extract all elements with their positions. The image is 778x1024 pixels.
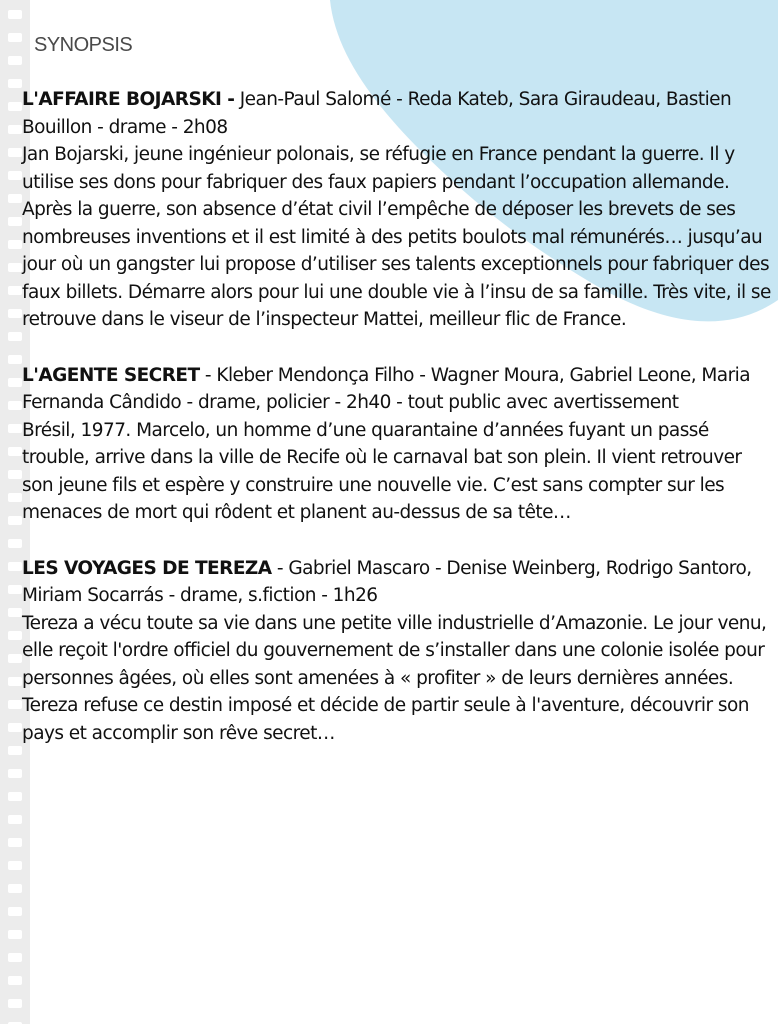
film-hole (8, 792, 22, 801)
film-hole (8, 930, 22, 939)
film-entry (22, 362, 774, 527)
film-hole (8, 56, 22, 65)
film-hole (8, 562, 22, 571)
film-hole (8, 838, 22, 847)
film-hole (8, 309, 22, 318)
film-entry (22, 555, 774, 748)
film-synopsis: Tereza a vécu toute sa vie dans une petite ville industrielle d’Amazonie. Le jour venu, elle reçoit l'ordre officiel du gouvernement de s’installer dans une colonie isolée pour personnes âgées, où elles sont amenées à « profiter » de leurs dernières années. Tereza refuse ce destin imposé et décide de partir seule à l'aventure, découvrir son pays et accomplir son rêve secret… (22, 612, 767, 744)
film-hole (8, 286, 22, 295)
film-hole (8, 332, 22, 341)
page-title: SYNOPSIS (34, 34, 133, 56)
film-hole (8, 102, 22, 111)
film-hole (8, 654, 22, 663)
film-hole (8, 815, 22, 824)
film-title: LES VOYAGES DE TEREZA (22, 557, 272, 579)
film-hole (8, 447, 22, 456)
film-hole (8, 355, 22, 364)
film-hole (8, 516, 22, 525)
film-hole (8, 424, 22, 433)
film-hole (8, 470, 22, 479)
film-credits: - Kleber Mendonça Filho - Wagner Moura, Gabriel Leone, Maria Fernanda Cândido - drame, policier - 2h40 - tout public avec avertissement (22, 364, 751, 413)
film-hole (8, 861, 22, 870)
film-hole (8, 125, 22, 134)
film-hole (8, 240, 22, 249)
synopsis-list (22, 86, 774, 775)
film-hole (8, 171, 22, 180)
film-title: L'AGENTE SECRET (22, 364, 200, 386)
film-credits: Jean-Paul Salomé - Reda Kateb, Sara Giraudeau, Bastien Bouillon - drame - 2h08 (22, 89, 732, 138)
film-synopsis: Brésil, 1977. Marcelo, un homme d’une quarantaine d’années fuyant un passé trouble, arrive dans la ville de Recife où le carnaval bat son plein. Il vient retrouver son jeune fils et espère y construire une nouvelle vie. C’est sans compter sur les menaces de mort qui rôdent et planent au-dessus de sa tête… (22, 419, 742, 523)
film-hole (8, 907, 22, 916)
film-hole (8, 401, 22, 410)
film-hole (8, 976, 22, 985)
film-hole (8, 700, 22, 709)
film-hole (8, 677, 22, 686)
film-hole (8, 953, 22, 962)
film-hole (8, 769, 22, 778)
film-hole (8, 217, 22, 226)
film-header (22, 555, 774, 610)
film-hole (8, 148, 22, 157)
film-header (22, 86, 774, 141)
film-hole (8, 493, 22, 502)
film-hole (8, 631, 22, 640)
film-hole (8, 608, 22, 617)
film-hole (8, 999, 22, 1008)
film-entry (22, 86, 774, 334)
film-title: L'AFFAIRE BOJARSKI - (22, 89, 235, 110)
film-hole (8, 10, 22, 19)
film-hole (8, 585, 22, 594)
film-synopsis: Jan Bojarski, jeune ingénieur polonais, se réfugie en France pendant la guerre. Il y utilise ses dons pour fabriquer des faux papiers pendant l’occupation allemande. Après la guerre, son absence d’état civil l’empêche de déposer les brevets de ses nombreuses inventions et il est limité à des petits boulots mal rémunérés… jusqu’au jour où un gangster lui propose d’utiliser ses talents exceptionnels pour fabriquer des faux billets. Démarre alors pour lui une double vie à l’insu de sa famille. Très vite, il se retrouve dans le viseur de l’inspecteur Mattei, meilleur flic de France. (22, 144, 771, 330)
film-hole (8, 884, 22, 893)
film-hole (8, 723, 22, 732)
film-credits: - Gabriel Mascaro - Denise Weinberg, Rodrigo Santoro, Miriam Socarrás - drame, s.fiction - 1h26 (22, 557, 752, 606)
film-header (22, 362, 774, 417)
film-hole (8, 79, 22, 88)
film-hole (8, 33, 22, 42)
film-hole (8, 263, 22, 272)
film-hole (8, 746, 22, 755)
film-hole (8, 194, 22, 203)
film-hole (8, 378, 22, 387)
film-hole (8, 539, 22, 548)
